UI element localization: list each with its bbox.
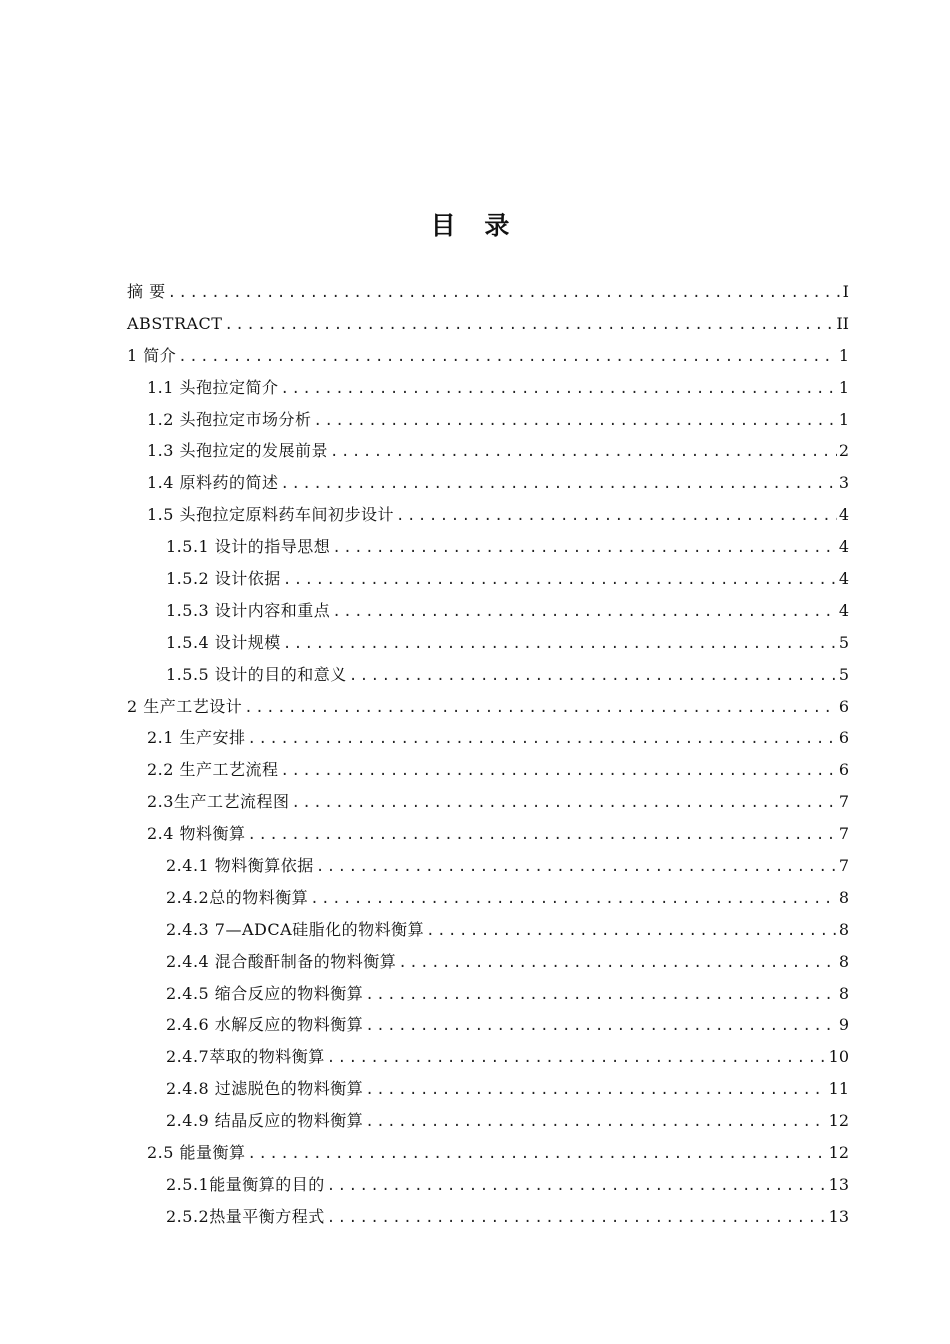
toc-page-number: 6 bbox=[838, 760, 849, 780]
toc-page-number: 7 bbox=[838, 792, 849, 812]
toc-dot-leader bbox=[365, 1011, 837, 1043]
toc-dot-leader bbox=[248, 724, 837, 756]
toc-page-number: 4 bbox=[838, 537, 849, 557]
toc-page-number: 4 bbox=[838, 505, 849, 525]
toc-page-number: 3 bbox=[838, 473, 849, 493]
toc-entry-label: 2.4.6 水解反应的物料衡算 bbox=[166, 1015, 364, 1035]
toc-dot-leader bbox=[327, 1203, 827, 1235]
toc-page-number: II bbox=[836, 313, 849, 333]
toc-entry[interactable] bbox=[127, 659, 849, 691]
toc-dot-leader bbox=[178, 342, 837, 374]
toc-dot-leader bbox=[248, 1139, 827, 1171]
toc-entry-label: 2.1 生产安排 bbox=[147, 728, 246, 748]
toc-page-number: 8 bbox=[838, 887, 849, 907]
toc-entry-label: 2.4 物料衡算 bbox=[147, 824, 246, 844]
toc-entry-label: 2.5.1能量衡算的目的 bbox=[166, 1174, 325, 1194]
toc-dot-leader bbox=[398, 948, 837, 980]
toc-entry[interactable] bbox=[127, 1169, 849, 1201]
toc-entry-label: 2.4.4 混合酸酐制备的物料衡算 bbox=[166, 951, 397, 971]
toc-dot-leader bbox=[281, 374, 837, 406]
toc-entry[interactable] bbox=[127, 308, 849, 340]
toc-page-number: 12 bbox=[828, 1111, 849, 1131]
toc-dot-leader bbox=[426, 916, 837, 948]
toc-dot-leader bbox=[332, 597, 837, 629]
toc-page-number: 8 bbox=[838, 919, 849, 939]
toc-dot-leader bbox=[310, 884, 837, 916]
toc-entry-label: 2.4.9 结晶反应的物料衡算 bbox=[166, 1111, 364, 1131]
toc-entry[interactable] bbox=[127, 946, 849, 978]
toc-entry-label: 2.4.5 缩合反应的物料衡算 bbox=[166, 983, 364, 1003]
toc-page-number: 10 bbox=[828, 1047, 849, 1067]
toc-page-number: 13 bbox=[828, 1174, 849, 1194]
toc-entry-label: 1.1 头孢拉定简介 bbox=[147, 377, 279, 397]
toc-page-number: 13 bbox=[828, 1206, 849, 1226]
toc-entry[interactable] bbox=[127, 563, 849, 595]
toc-entry[interactable] bbox=[127, 722, 849, 754]
toc-entry-label: ABSTRACT bbox=[127, 313, 223, 333]
toc-page-number: I bbox=[842, 282, 849, 301]
toc-entry-label: 1.5.4 设计规模 bbox=[166, 632, 281, 652]
toc-page-number: 7 bbox=[838, 856, 849, 876]
toc-entry[interactable] bbox=[127, 786, 849, 818]
toc-entry-label: 2.4.2总的物料衡算 bbox=[166, 887, 309, 907]
toc-dot-leader bbox=[244, 693, 837, 725]
toc-entry[interactable] bbox=[127, 1073, 849, 1105]
toc-entry[interactable] bbox=[127, 435, 849, 467]
toc-entry-label: 1.4 原料药的简述 bbox=[147, 473, 279, 493]
toc-entry-label: 2.4.7萃取的物料衡算 bbox=[166, 1047, 325, 1067]
toc-entry[interactable] bbox=[127, 499, 849, 531]
toc-dot-leader bbox=[314, 406, 837, 438]
toc-entry-label: 1 简介 bbox=[127, 345, 177, 365]
toc-entry-label: 1.5 头孢拉定原料药车间初步设计 bbox=[147, 505, 395, 525]
toc-dot-leader bbox=[283, 629, 837, 661]
toc-page-number: 6 bbox=[838, 696, 849, 716]
toc-dot-leader bbox=[365, 1075, 826, 1107]
toc-entry-label: 摘 要 bbox=[127, 282, 166, 301]
toc-dot-leader bbox=[281, 469, 837, 501]
toc-entry[interactable] bbox=[127, 627, 849, 659]
toc-entry-label: 1.2 头孢拉定市场分析 bbox=[147, 409, 312, 429]
toc-entry[interactable] bbox=[127, 754, 849, 786]
toc-entry[interactable] bbox=[127, 340, 849, 372]
toc-entry-label: 1.5.1 设计的指导思想 bbox=[166, 537, 331, 557]
toc-entry[interactable] bbox=[127, 276, 849, 308]
toc-entry-label: 1.3 头孢拉定的发展前景 bbox=[147, 441, 329, 461]
toc-dot-leader bbox=[224, 310, 834, 342]
toc-entry-label: 2.2 生产工艺流程 bbox=[147, 760, 279, 780]
toc-entry-label: 2.3生产工艺流程图 bbox=[147, 792, 290, 812]
toc-page-number: 9 bbox=[838, 1015, 849, 1035]
toc-page-number: 1 bbox=[838, 409, 849, 429]
toc-page-number: 4 bbox=[838, 600, 849, 620]
toc-entry[interactable] bbox=[127, 404, 849, 436]
table-of-contents bbox=[127, 276, 849, 1233]
toc-entry[interactable] bbox=[127, 372, 849, 404]
toc-dot-leader bbox=[291, 788, 836, 820]
toc-page-number: 11 bbox=[828, 1079, 849, 1099]
toc-entry-label: 2 生产工艺设计 bbox=[127, 696, 243, 716]
toc-entry[interactable] bbox=[127, 818, 849, 850]
toc-entry[interactable] bbox=[127, 691, 849, 723]
toc-dot-leader bbox=[330, 437, 837, 469]
toc-dot-leader bbox=[281, 756, 837, 788]
toc-entry[interactable] bbox=[127, 1137, 849, 1169]
toc-page-number: 2 bbox=[838, 441, 849, 461]
toc-entry-label: 1.5.3 设计内容和重点 bbox=[166, 600, 331, 620]
toc-entry[interactable] bbox=[127, 1105, 849, 1137]
toc-entry-label: 1.5.5 设计的目的和意义 bbox=[166, 664, 347, 684]
toc-page-number: 6 bbox=[838, 728, 849, 748]
toc-dot-leader bbox=[332, 533, 837, 565]
toc-dot-leader bbox=[327, 1043, 827, 1075]
toc-entry[interactable] bbox=[127, 914, 849, 946]
toc-entry[interactable] bbox=[127, 978, 849, 1010]
toc-dot-leader bbox=[349, 661, 837, 693]
toc-entry[interactable] bbox=[127, 882, 849, 914]
toc-entry[interactable] bbox=[127, 1041, 849, 1073]
toc-dot-leader bbox=[168, 278, 841, 310]
toc-page-number: 4 bbox=[838, 569, 849, 589]
toc-entry-label: 2.5.2热量平衡方程式 bbox=[166, 1206, 325, 1226]
toc-dot-leader bbox=[365, 980, 837, 1012]
toc-entry-label: 2.4.1 物料衡算依据 bbox=[166, 856, 314, 876]
toc-page-number: 5 bbox=[838, 664, 849, 684]
toc-page-number: 5 bbox=[838, 632, 849, 652]
toc-entry-label: 2.4.3 7—ADCA硅脂化的物料衡算 bbox=[166, 919, 425, 939]
toc-dot-leader bbox=[283, 565, 837, 597]
toc-entry[interactable] bbox=[127, 1201, 849, 1233]
toc-page-number: 8 bbox=[838, 951, 849, 971]
toc-entry[interactable] bbox=[127, 531, 849, 563]
toc-entry-label: 1.5.2 设计依据 bbox=[166, 569, 281, 589]
page-title: 目 录 bbox=[430, 211, 520, 240]
toc-dot-leader bbox=[327, 1171, 827, 1203]
toc-entry-label: 2.5 能量衡算 bbox=[147, 1143, 246, 1163]
toc-entry[interactable] bbox=[127, 850, 849, 882]
toc-page-number: 1 bbox=[838, 345, 849, 365]
toc-entry-label: 2.4.8 过滤脱色的物料衡算 bbox=[166, 1079, 364, 1099]
toc-entry[interactable] bbox=[127, 467, 849, 499]
toc-dot-leader bbox=[248, 820, 837, 852]
toc-entry[interactable] bbox=[127, 595, 849, 627]
toc-page-number: 8 bbox=[838, 983, 849, 1003]
toc-dot-leader bbox=[316, 852, 837, 884]
toc-entry[interactable] bbox=[127, 1009, 849, 1041]
toc-page-number: 1 bbox=[838, 377, 849, 397]
toc-dot-leader bbox=[396, 501, 837, 533]
toc-page-number: 12 bbox=[828, 1143, 849, 1163]
toc-page-number: 7 bbox=[838, 824, 849, 844]
toc-dot-leader bbox=[365, 1107, 826, 1139]
